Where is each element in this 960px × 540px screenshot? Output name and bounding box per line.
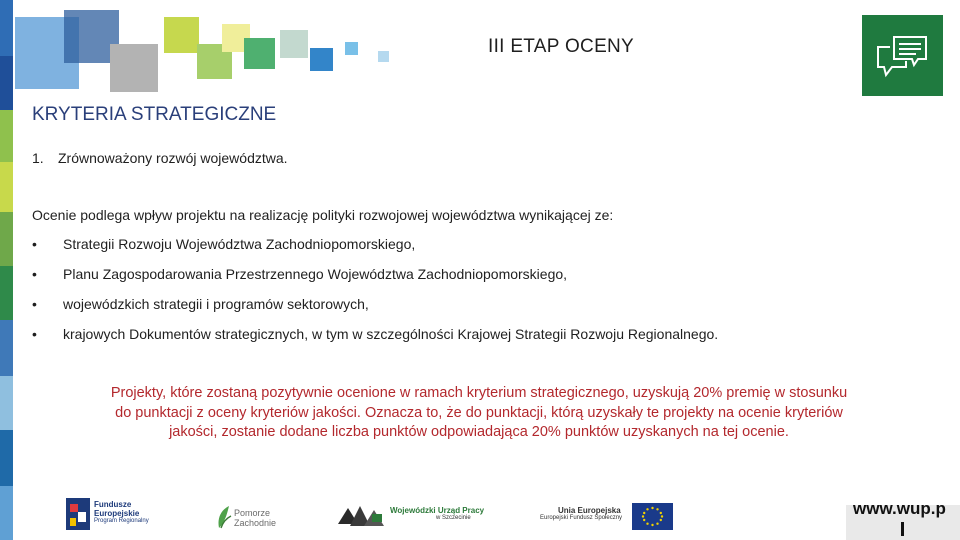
list-item [32, 266, 718, 296]
wup-line1: Wojewódzki Urząd Pracy [390, 506, 485, 515]
chat-icon-box [862, 15, 943, 96]
bullet-list [32, 236, 718, 356]
bullet-symbol: • [32, 236, 37, 252]
premium-note [44, 384, 914, 443]
list-item-text: Planu Zagospodarowania Przestrzennego Województwa Zachodniopomorskiego, [63, 266, 568, 282]
eu-flag-icon [632, 503, 673, 530]
pz-line1: Pomorze [234, 508, 271, 518]
section-title: KRYTERIA STRATEGICZNE [32, 104, 277, 125]
list-item [32, 296, 718, 326]
decorative-color-strip [0, 0, 13, 540]
bullet-symbol: • [32, 266, 37, 282]
wup-emblem-icon [336, 500, 386, 530]
bullet-symbol: • [32, 326, 37, 342]
chat-bubbles-icon [876, 33, 930, 79]
criterion-number: 1. [32, 150, 44, 166]
bullet-symbol: • [32, 296, 37, 312]
list-item-text: wojewódzkich strategii i programów sektorowych, [63, 296, 369, 312]
wup-szczecin-logo [336, 500, 486, 532]
wup-line2: w Szczecinie [436, 515, 471, 521]
pomorze-zachodnie-logo [215, 502, 285, 532]
note-line: do punktacji z oceny kryteriów jakości. Oznacza to, że do punktacji, którą uzyskały te projekty na ocenie kryteriów [115, 404, 843, 421]
fe-line3: Program Regionalny [94, 518, 149, 524]
slide-title: III ETAP OCENY [488, 36, 635, 57]
ue-line2: Europejski Fundusz Społeczny [540, 515, 623, 521]
pz-line2: Zachodnie [234, 518, 277, 528]
list-item-text: Strategii Rozwoju Województwa Zachodniopomorskiego, [63, 236, 416, 252]
criterion-item [32, 150, 288, 166]
list-item [32, 236, 718, 266]
note-line: Projekty, które zostaną pozytywnie ocenione w ramach kryterium strategicznego, uzyskują 20% premię w stosunku [110, 385, 848, 401]
list-item [32, 326, 718, 356]
fe-line1: Fundusze [94, 500, 132, 509]
fundusze-europejskie-emblem-icon [66, 498, 90, 530]
criterion-text: Zrównoważony rozwój województwa. [58, 150, 288, 166]
ue-line1: Unia Europejska [558, 506, 621, 515]
unia-europejska-logo [540, 506, 630, 530]
pomorze-leaf-icon [215, 504, 233, 530]
note-line: jakości, zostanie dodane liczba punktów odpowiadająca 20% punktów uzyskanych na tej ocenie. [169, 424, 789, 440]
fundusze-europejskie-logo [66, 496, 186, 534]
text-cursor [901, 522, 904, 536]
fe-line2: Europejskie [94, 509, 140, 518]
website-link[interactable] [846, 499, 960, 540]
intro-paragraph: Ocenie podlega wpływ projektu na realizację polityki rozwojowej województwa wynikającej ze: [32, 207, 614, 223]
website-text[interactable]: www.wup.p [853, 499, 946, 518]
list-item-text: krajowych Dokumentów strategicznych, w tym w szczególności Krajowej Strategii Rozwoju Regionalnego. [63, 326, 719, 342]
